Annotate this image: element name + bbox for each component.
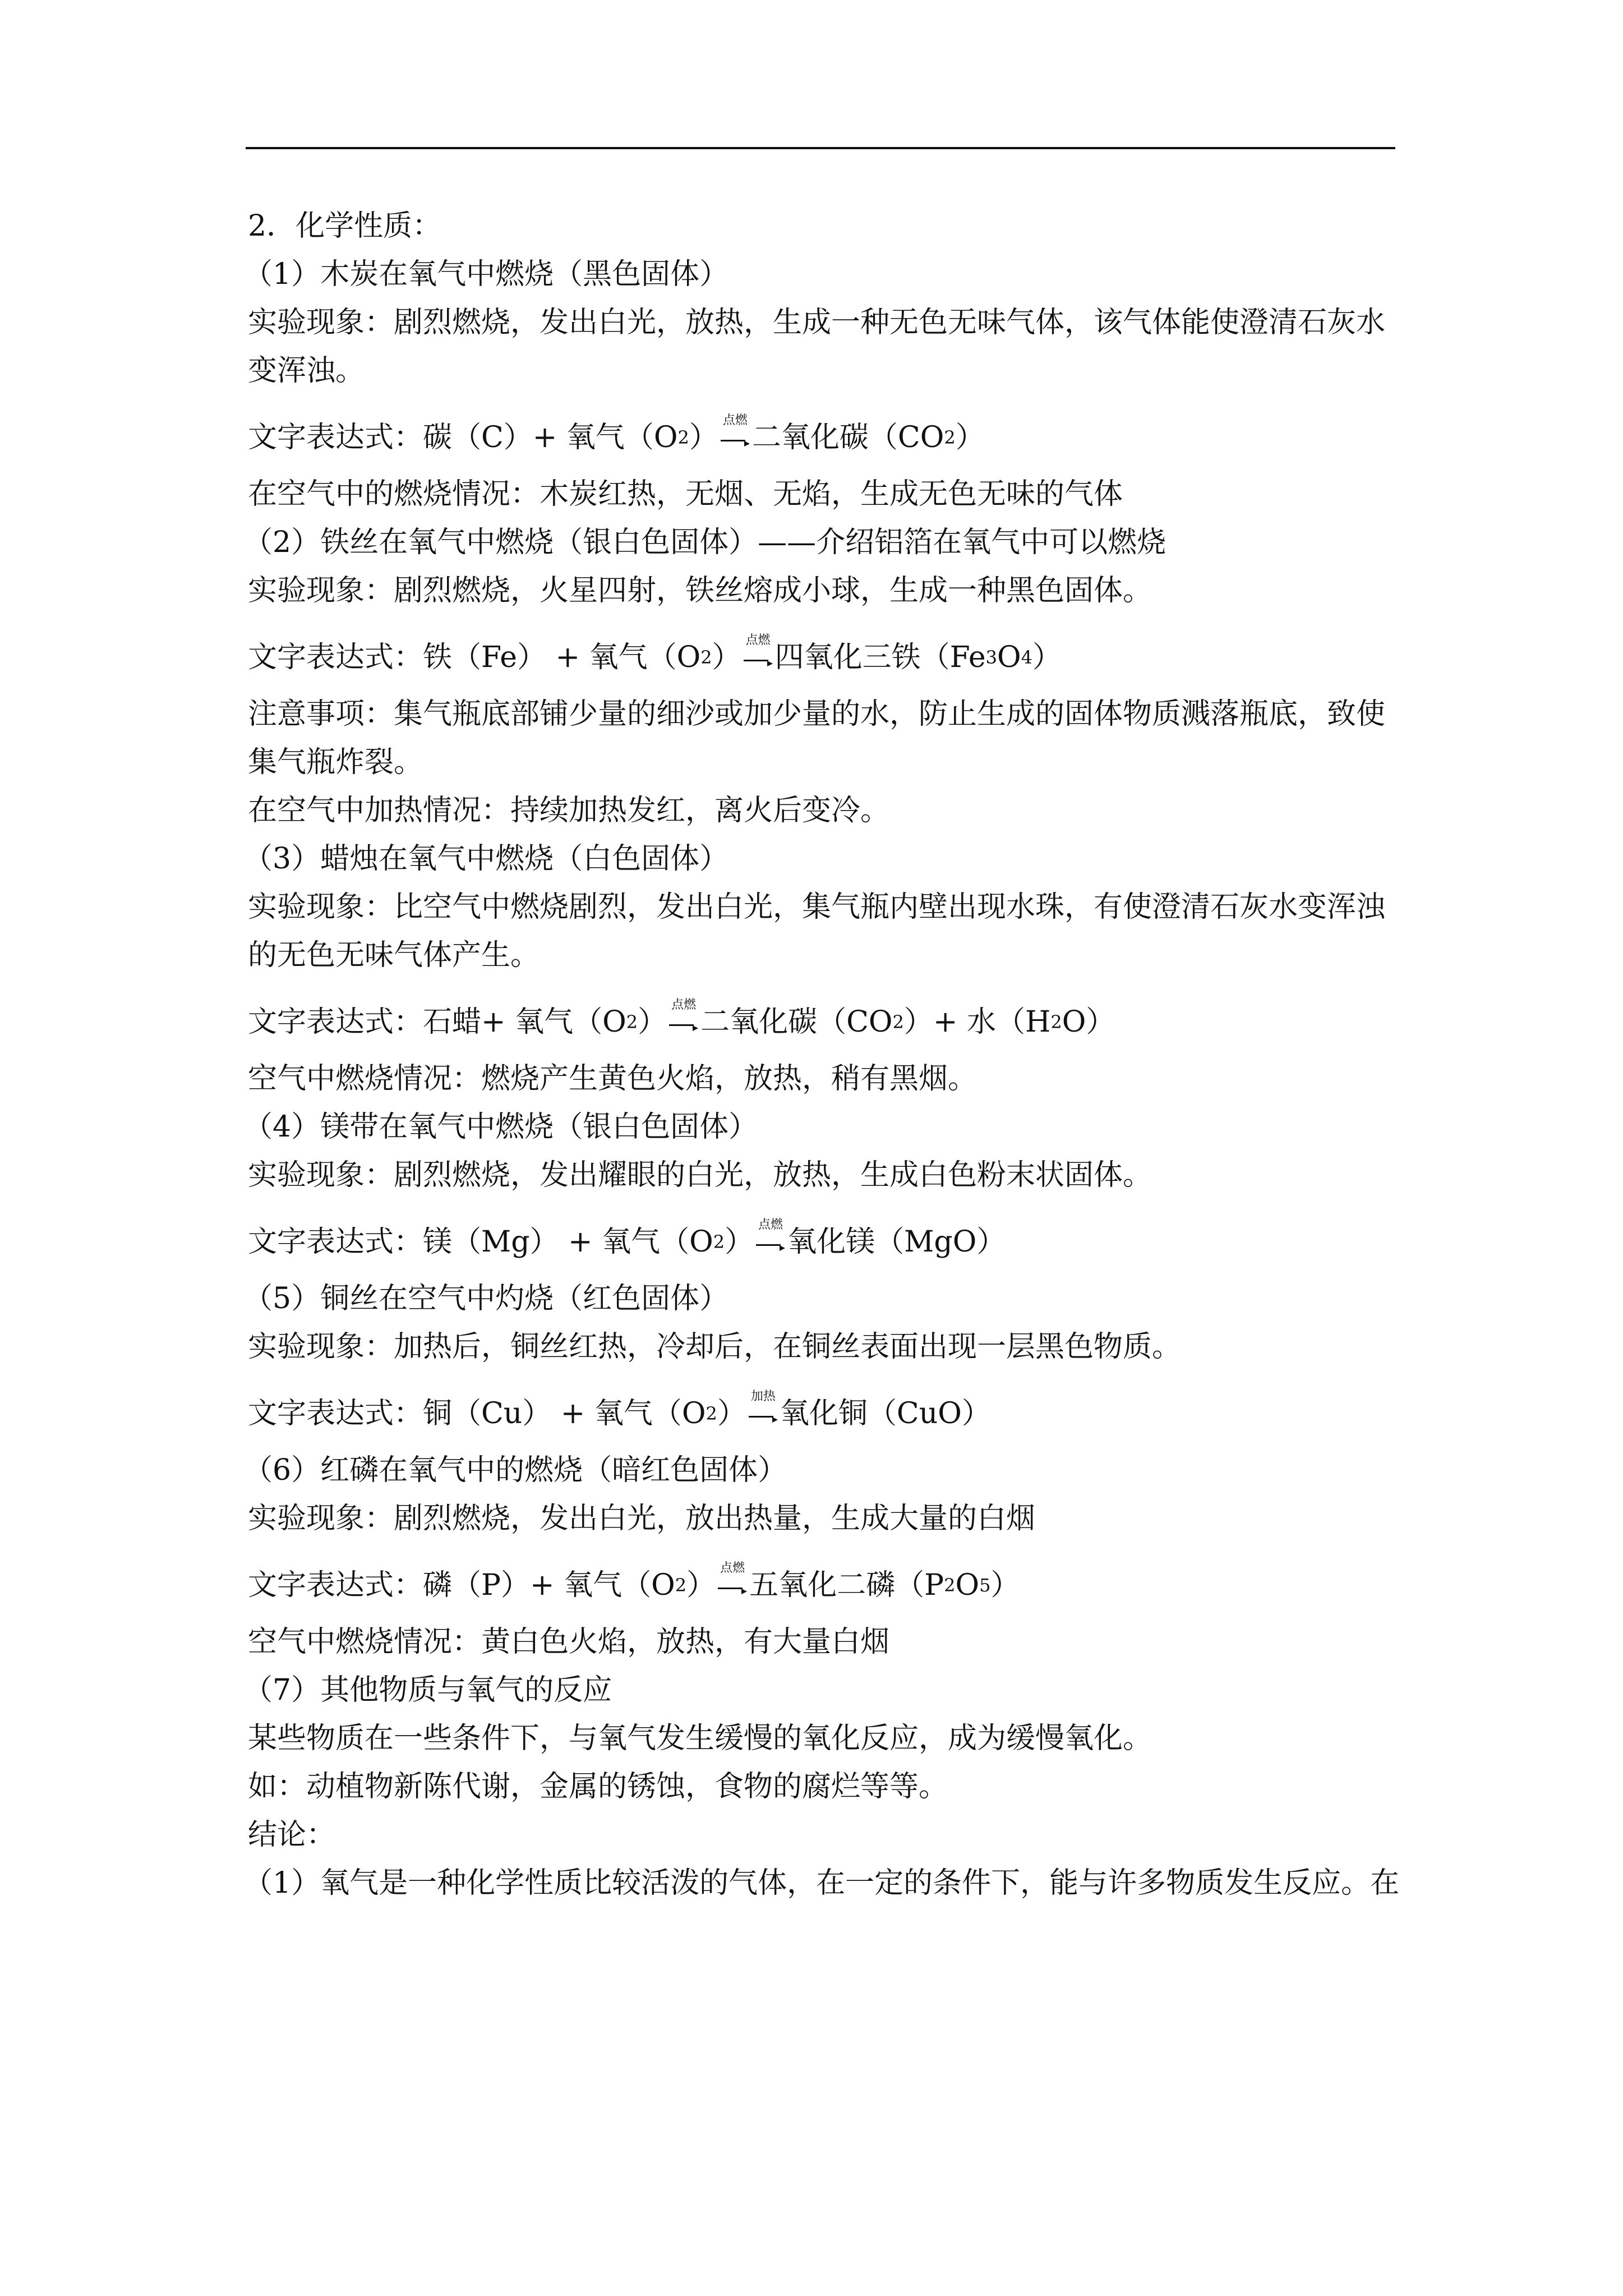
reaction-condition: 点燃	[722, 413, 748, 427]
reaction-condition: 点燃	[745, 633, 771, 647]
candle-phenomenon: 实验现象：比空气中燃烧剧烈，发出白光，集气瓶内壁出现水珠，有使澄清石灰水变浑浊的无色无味气体产生。	[248, 890, 1386, 972]
reaction-arrow-icon	[755, 1218, 786, 1259]
formula-text: 氧化铜（CuO）	[780, 1397, 991, 1430]
reaction-condition: 点燃	[720, 1561, 745, 1575]
other-line2: 如：动植物新陈代谢，金属的锈蚀，食物的腐烂等等。	[248, 1770, 948, 1803]
formula-text: ）	[712, 641, 741, 674]
other-line1: 某些物质在一些条件下，与氧气发生缓慢的氧化反应，成为缓慢氧化。	[248, 1722, 1152, 1755]
reaction-arrow-icon	[717, 1561, 748, 1602]
section-title: 2．化学性质：	[248, 209, 442, 243]
copper-formula: 文字表达式：铜（Cu） + 氧气（O 2 ） 加热 氧化铜（CuO）	[248, 1371, 1395, 1446]
magnesium-phenomenon: 实验现象：剧烈燃烧，发出耀眼的白光，放热，生成白色粉末状固体。	[248, 1158, 1152, 1192]
formula-text: ）	[689, 421, 718, 454]
carbon-heading: （1）木炭在氧气中燃烧（黑色固体）	[243, 257, 729, 291]
phosphorus-heading: （6）红磷在氧气中的燃烧（暗红色固体）	[243, 1453, 787, 1487]
formula-text: 五氧化二磷（P	[749, 1568, 944, 1602]
phosphorus-phenomenon: 实验现象：剧烈燃烧，发出白光，放出热量，生成大量的白烟	[248, 1502, 1036, 1535]
magnesium-heading: （4）镁带在氧气中燃烧（银白色固体）	[243, 1110, 758, 1144]
formula-text: 二氧化碳（CO	[700, 1005, 893, 1039]
iron-note: 注意事项：集气瓶底部铺少量的细沙或加少量的水，防止生成的固体物质溅落瓶底，致使集气瓶炸裂。	[248, 697, 1386, 779]
formula-text: ）	[955, 421, 985, 454]
reaction-condition: 点燃	[758, 1218, 783, 1232]
copper-heading: （5）铜丝在空气中灼烧（红色固体）	[243, 1282, 729, 1315]
formula-text: ）	[717, 1397, 746, 1430]
formula-text: ）	[638, 1005, 667, 1039]
phosphorus-formula: 文字表达式：磷（P）+ 氧气（O 2 ） 点燃 五氧化二磷（P 2 O 5 ）	[248, 1543, 1395, 1618]
iron-formula: 文字表达式：铁（Fe） + 氧气（O 2 ） 点燃 四氧化三铁（Fe 3 O 4 ）	[248, 615, 1395, 690]
formula-text: 二氧化碳（CO	[751, 421, 944, 454]
iron-heading: （2）铁丝在氧气中燃烧（银白色固体）——介绍铝箔在氧气中可以燃烧	[243, 526, 1166, 559]
formula-text: 四氧化三铁（Fe	[774, 641, 986, 674]
reaction-condition: 加热	[750, 1389, 776, 1404]
carbon-air: 在空气中的燃烧情况：木炭红热，无烟、无焰，生成无色无味的气体	[248, 477, 1123, 511]
reaction-arrow-icon	[743, 633, 774, 674]
formula-text: 氧化镁（MgO）	[787, 1225, 1006, 1259]
formula-text: O	[997, 641, 1021, 674]
formula-text: ）+ 水（H	[903, 1005, 1051, 1039]
iron-air: 在空气中加热情况：持续加热发红，离火后变冷。	[248, 794, 890, 827]
formula-text: O	[955, 1568, 980, 1602]
formula-text: 文字表达式：石蜡+ 氧气（O	[248, 1005, 626, 1039]
carbon-phenomenon: 实验现象：剧烈燃烧，发出白光，放热，生成一种无色无味气体，该气体能使澄清石灰水变浑浊。	[248, 306, 1386, 388]
formula-text: ）	[725, 1225, 754, 1259]
formula-text: ）	[1032, 641, 1062, 674]
magnesium-formula: 文字表达式：镁（Mg） + 氧气（O 2 ） 点燃 氧化镁（MgO）	[248, 1199, 1395, 1274]
formula-text: 文字表达式：铁（Fe） + 氧气（O	[248, 641, 701, 674]
formula-text: ）	[990, 1568, 1020, 1602]
phosphorus-air: 空气中燃烧情况：黄白色火焰，放热，有大量白烟	[248, 1625, 890, 1659]
carbon-formula: 文字表达式：碳（C）+ 氧气（O 2 ） 点燃 二氧化碳（CO 2 ）	[248, 395, 1395, 470]
reaction-arrow-icon	[720, 413, 751, 454]
conclusion-line1: （1）氧气是一种化学性质比较活泼的气体，在一定的条件下，能与许多物质发生反应。在	[243, 1866, 1400, 1900]
formula-text: O）	[1062, 1005, 1115, 1039]
header-rule	[246, 147, 1395, 149]
reaction-arrow-icon	[668, 998, 699, 1039]
candle-formula: 文字表达式：石蜡+ 氧气（O 2 ） 点燃 二氧化碳（CO 2 ）+ 水（H 2 O）	[248, 979, 1395, 1055]
formula-text: ）	[686, 1568, 716, 1602]
reaction-condition: 点燃	[671, 998, 697, 1012]
formula-text: 文字表达式：镁（Mg） + 氧气（O	[248, 1225, 713, 1259]
copper-phenomenon: 实验现象：加热后，铜丝红热，冷却后，在铜丝表面出现一层黑色物质。	[248, 1330, 1182, 1364]
formula-text: 文字表达式：铜（Cu） + 氧气（O	[248, 1397, 706, 1430]
formula-text: 文字表达式：碳（C）+ 氧气（O	[248, 421, 678, 454]
document-body	[243, 202, 1400, 1907]
conclusion-label: 结论：	[248, 1818, 336, 1852]
other-heading: （7）其他物质与氧气的反应	[243, 1673, 612, 1707]
iron-phenomenon: 实验现象：剧烈燃烧，火星四射，铁丝熔成小球，生成一种黑色固体。	[248, 574, 1152, 608]
reaction-arrow-icon	[748, 1389, 779, 1430]
candle-air: 空气中燃烧情况：燃烧产生黄色火焰，放热，稍有黑烟。	[248, 1062, 978, 1096]
formula-text: 文字表达式：磷（P）+ 氧气（O	[248, 1568, 675, 1602]
candle-heading: （3）蜡烛在氧气中燃烧（白色固体）	[243, 842, 729, 876]
